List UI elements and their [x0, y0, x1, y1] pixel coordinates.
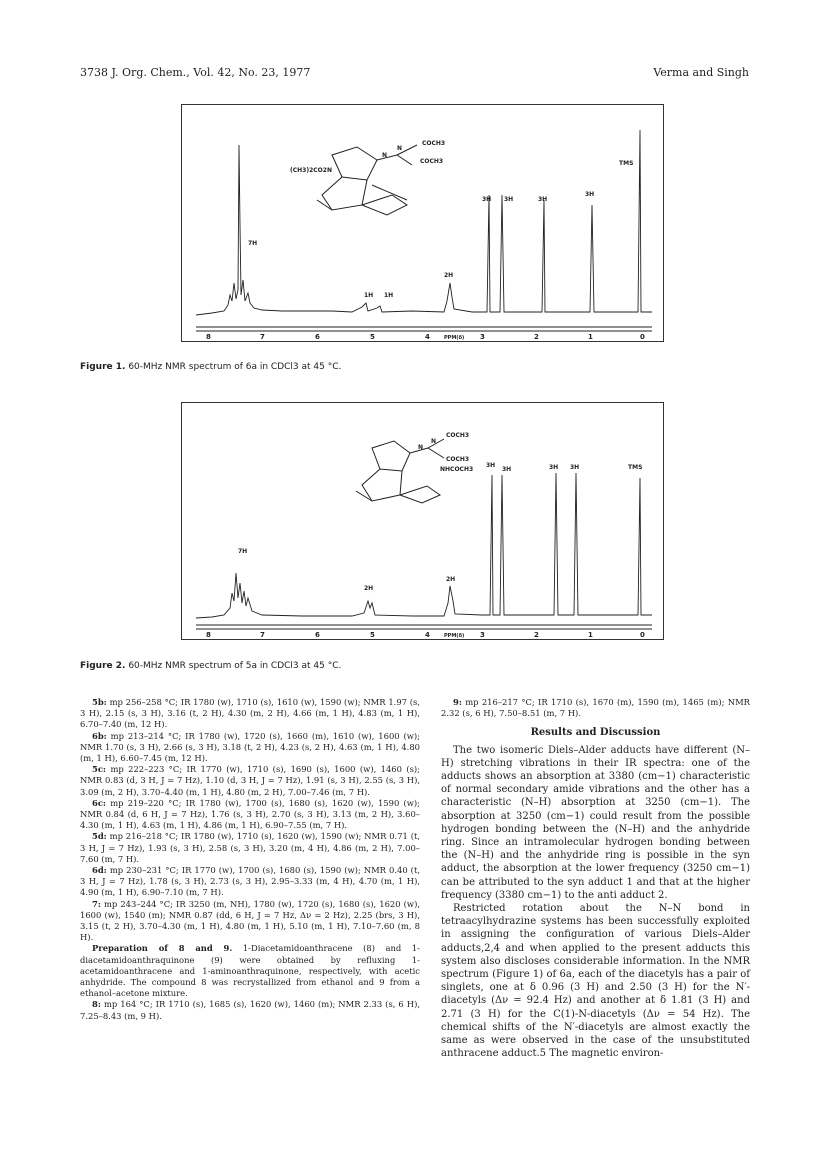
compound-data: mp 256–258 °C; IR 1780 (w), 1710 (s), 1610 (w), 1590 (w); NMR 1.97 (s, 3 H), 2.15 (s, 3 H), 3.16 (t, 2 H), 4.30 (m, 2 H), 4.66 (m, 1 H), 4.83 (m, 1 H), 6.70–7.40 (m, 12 H). — [80, 697, 420, 730]
figure-1-axis — [196, 327, 652, 331]
figure-2-caption-label: Figure 2. — [80, 661, 126, 671]
structure2-label-coch3-b: COCH3 — [446, 456, 470, 463]
fig1-peak-label-2h: 2H — [444, 272, 454, 279]
figure-2-caption — [80, 661, 341, 671]
compound-data: mp 216–217 °C; IR 1710 (s), 1670 (m), 1590 (m), 1465 (m); NMR 2.32 (s, 6 H), 7.50–8.51 (m, 7 H). — [441, 697, 750, 719]
structure-label-coch3-a: COCH3 — [422, 140, 446, 147]
compound-data: mp 222–223 °C; IR 1770 (w), 1710 (s), 1690 (s), 1600 (w), 1460 (s); NMR 0.83 (d, 3 H, J = 7 Hz), 1.10 (d, 3 H, J = 7 Hz), 1.91 (s, 3 H), 2.55 (s, 3 H), 3.09 (m, 2 H), 3.70–4.40 (m, 1 H), 4.80 (m, 2 H), 7.00–7.46 (m, 7 H). — [80, 764, 420, 797]
figure-1-spectrum — [181, 104, 664, 342]
fig1-peak-label-7h: 7H — [248, 240, 258, 247]
fig1-tick-5: 5 — [370, 333, 375, 341]
figure-1-caption-text: 60-MHz NMR spectrum of 6a in CDCl3 at 45 °C. — [128, 362, 342, 372]
fig2-peak-label-2h-b: 2H — [446, 576, 456, 583]
structure2-label-coch3-a: COCH3 — [446, 432, 470, 439]
compound-label: 6c: — [92, 797, 107, 808]
left-column — [80, 697, 420, 1022]
right-column — [441, 697, 750, 1060]
figure-2-spectrum — [181, 402, 664, 640]
compound-entry-5d — [80, 831, 420, 865]
compound-label: 8: — [92, 999, 101, 1010]
fig1-peak-label-3h-b: 3H — [504, 196, 514, 203]
section-heading-results: Results and Discussion — [530, 727, 661, 739]
fig2-tick-8: 8 — [206, 631, 211, 639]
fig2-tick-0: 0 — [640, 631, 645, 639]
fig1-tick-7: 7 — [260, 333, 265, 341]
figure-2-axis — [196, 625, 652, 629]
fig2-peak-label-3h-a: 3H — [486, 462, 496, 469]
compound-entry-9 — [441, 697, 750, 719]
compound-data: mp 230–231 °C; IR 1770 (w), 1700 (s), 1680 (s), 1590 (w); NMR 0.40 (t, 3 H, J = 7 Hz), 1.78 (s, 3 H), 2.73 (s, 3 H), 2.95–3.33 (m, 4 H), 4.70 (m, 1 H), 4.90 (m, 1 H), 6.90–7.10 (m, 7 H). — [80, 865, 420, 898]
fig1-tick-3: 3 — [480, 333, 485, 341]
fig1-peak-label-3h-d: 3H — [585, 191, 595, 198]
compound-label: 9: — [453, 697, 462, 707]
structure-label-n-a: N — [382, 152, 388, 159]
results-paragraph-2: Restricted rotation about the N–N bond in tetraacylhydrazine systems has been successfully exploited in assigning the configuration of various Diels–Alder adducts,2,4 and when applied to the present adducts this system also discloses considerable information. In the NMR spectrum (Figure 1) of 6a, each of the diacetyls has a pair of singlets, one at δ 0.96 (3 H) and 2.50 (3 H) for the N′-diacetyls (Δν = 92.4 Hz) and another at δ 1.81 (3 H) and 2.71 (3 H) for the C(1)-N-diacetyls (Δν = 54 Hz). The chemical shifts of the N′-diacetyls are almost exactly the same as were observed in the case of the unsubstituted anthracene adduct.5 The magnetic environ- — [441, 903, 750, 1060]
fig1-tick-6: 6 — [315, 333, 320, 341]
compound-data: mp 164 °C; IR 1710 (s), 1685 (s), 1620 (w), 1460 (m); NMR 2.33 (s, 6 H), 7.25–8.43 (m, 9 H). — [80, 999, 420, 1021]
figure-1-svg — [182, 105, 663, 341]
fig2-peak-label-2h-a: 2H — [364, 585, 374, 592]
fig2-tick-4: 4 — [425, 631, 430, 639]
fig2-peak-label-3h-c: 3H — [549, 464, 559, 471]
fig2-tick-1: 1 — [588, 631, 593, 639]
fig1-peak-label-3h-a: 3H — [482, 196, 492, 203]
compound-data: mp 219–220 °C; IR 1780 (w), 1700 (s), 1680 (s), 1620 (w), 1590 (w); NMR 0.84 (d, 6 H, J = 7 Hz), 1.76 (s, 3 H), 2.70 (s, 3 H), 3.13 (m, 2 H), 3.60–4.30 (m, 1 H), 4.63 (m, 1 H), 4.86 (m, 1 H), 6.90–7.55 (m, 7 H). — [80, 797, 420, 831]
fig2-peak-label-3h-d: 3H — [570, 464, 580, 471]
fig2-tick-2: 2 — [534, 631, 539, 639]
fig1-axis-unit: PPM(δ) — [444, 335, 465, 341]
figure-2-structure — [356, 439, 444, 503]
figure-1-caption — [80, 362, 341, 372]
fig1-tick-8: 8 — [206, 333, 211, 341]
fig2-peak-label-3h-b: 3H — [502, 466, 512, 473]
compound-entry-7 — [80, 899, 420, 944]
fig2-tick-7: 7 — [260, 631, 265, 639]
fig2-axis-unit: PPM(δ) — [444, 633, 465, 639]
fig1-tick-4: 4 — [425, 333, 430, 341]
compound-label: 5c: — [92, 764, 107, 775]
figure-1-caption-label: Figure 1. — [80, 362, 126, 372]
fig2-peak-label-tms: TMS — [628, 464, 643, 471]
preparation-text: 1-Diacetamidoanthracene (8) and 1-diacetamidoanthraquinone (9) were obtained by refluxing 1-acetamidoanthracene and 1-aminoanthraquinone, respectively, with acetic anhydride. The compound 8 was recrystallized from ethanol and 9 from a ethanol–acetone mixture. — [80, 943, 420, 999]
fig1-peak-label-1h-b: 1H — [384, 292, 394, 299]
figure-2-trace — [196, 473, 652, 618]
compound-label: 6b: — [92, 730, 107, 741]
compound-label: 6d: — [92, 865, 107, 876]
compound-label: 5d: — [92, 831, 107, 842]
compound-label: 7: — [92, 898, 101, 909]
figure-1-structure — [317, 145, 417, 215]
compound-entry-6d — [80, 865, 420, 899]
preparation-heading: Preparation of 8 and 9. — [92, 943, 233, 954]
compound-data: mp 213–214 °C; IR 1780 (w), 1720 (s), 1660 (m), 1610 (w), 1600 (w); NMR 1.70 (s, 3 H), 2.66 (s, 3 H), 3.18 (t, 2 H), 4.23 (s, 2 H), 4.63 (m, 1 H), 4.80 (m, 1 H), 6.60–7.45 (m, 12 H). — [80, 730, 421, 764]
fig1-peak-label-tms: TMS — [619, 160, 634, 167]
compound-entry-5b — [80, 697, 420, 731]
journal-citation: 3738 J. Org. Chem., Vol. 42, No. 23, 1977 — [80, 66, 311, 79]
figure-2-caption-text: 60-MHz NMR spectrum of 5a in CDCl3 at 45 °C. — [128, 661, 342, 671]
compound-data: mp 243–244 °C; IR 3250 (m, NH), 1780 (w), 1720 (s), 1680 (s), 1620 (w), 1600 (w), 1540 (m); NMR 0.87 (dd, 6 H, J = 7 Hz, Δν = 2 Hz), 2.25 (brs, 3 H), 3.15 (t, 2 H), 3.70–4.30 (m, 1 H), 4.80 (m, 1 H), 5.10 (m, 1 H), 7.10–7.60 (m, 8 H). — [80, 898, 420, 943]
compound-entry-6b — [80, 731, 420, 765]
authors: Verma and Singh — [653, 66, 749, 79]
compound-label: 5b: — [92, 697, 107, 707]
compound-entry-5c — [80, 764, 420, 798]
structure-label-n-b: N — [397, 145, 403, 152]
structure-label-ester: (CH3)2CO2N — [290, 167, 332, 174]
structure-label-coch3-b: COCH3 — [420, 158, 444, 165]
results-paragraph-1: The two isomeric Diels–Alder adducts have different (N–H) stretching vibrations in their IR spectra: one of the adducts shows an absorption at 3380 (cm−1) characteristic of normal secondary amide vibrations and the other has a characteristic (N–H) absorption at 3250 (cm−1). The absorption at 3250 (cm−1) could result from the possible hydrogen bonding between the (N–H) and the anhydride ring. Since an intramolecular hydrogen bonding between the (N–H) and the anhydride ring is possible in the syn adduct, the absorption at the lower frequency (3250 cm−1) can be attributed to the syn adduct 1 and that at the higher frequency (3380 cm−1) to the anti adduct 2. — [441, 744, 750, 901]
fig1-peak-label-3h-c: 3H — [538, 196, 548, 203]
fig1-tick-2: 2 — [534, 333, 539, 341]
compound-entry-8 — [80, 999, 420, 1021]
fig2-tick-5: 5 — [370, 631, 375, 639]
figure-2-svg — [182, 403, 663, 639]
fig2-tick-6: 6 — [315, 631, 320, 639]
structure2-label-nhcoch3: NHCOCH3 — [440, 466, 474, 473]
compound-data: mp 216–218 °C; IR 1780 (w), 1710 (s), 1620 (w), 1590 (w); NMR 0.71 (t, 3 H, J = 7 Hz), 1.93 (s, 3 H), 2.58 (s, 3 H), 3.20 (m, 4 H), 4.86 (m, 2 H), 7.00–7.60 (m, 7 H). — [80, 831, 420, 864]
preparation-paragraph — [80, 943, 420, 999]
compound-entry-6c — [80, 798, 420, 832]
fig2-peak-label-7h: 7H — [238, 548, 248, 555]
structure2-label-n-b: N — [431, 438, 437, 445]
fig1-tick-1: 1 — [588, 333, 593, 341]
structure2-label-n-a: N — [418, 444, 424, 451]
results-body — [441, 744, 750, 1061]
fig1-tick-0: 0 — [640, 333, 645, 341]
fig1-peak-label-1h-a: 1H — [364, 292, 374, 299]
fig2-tick-3: 3 — [480, 631, 485, 639]
